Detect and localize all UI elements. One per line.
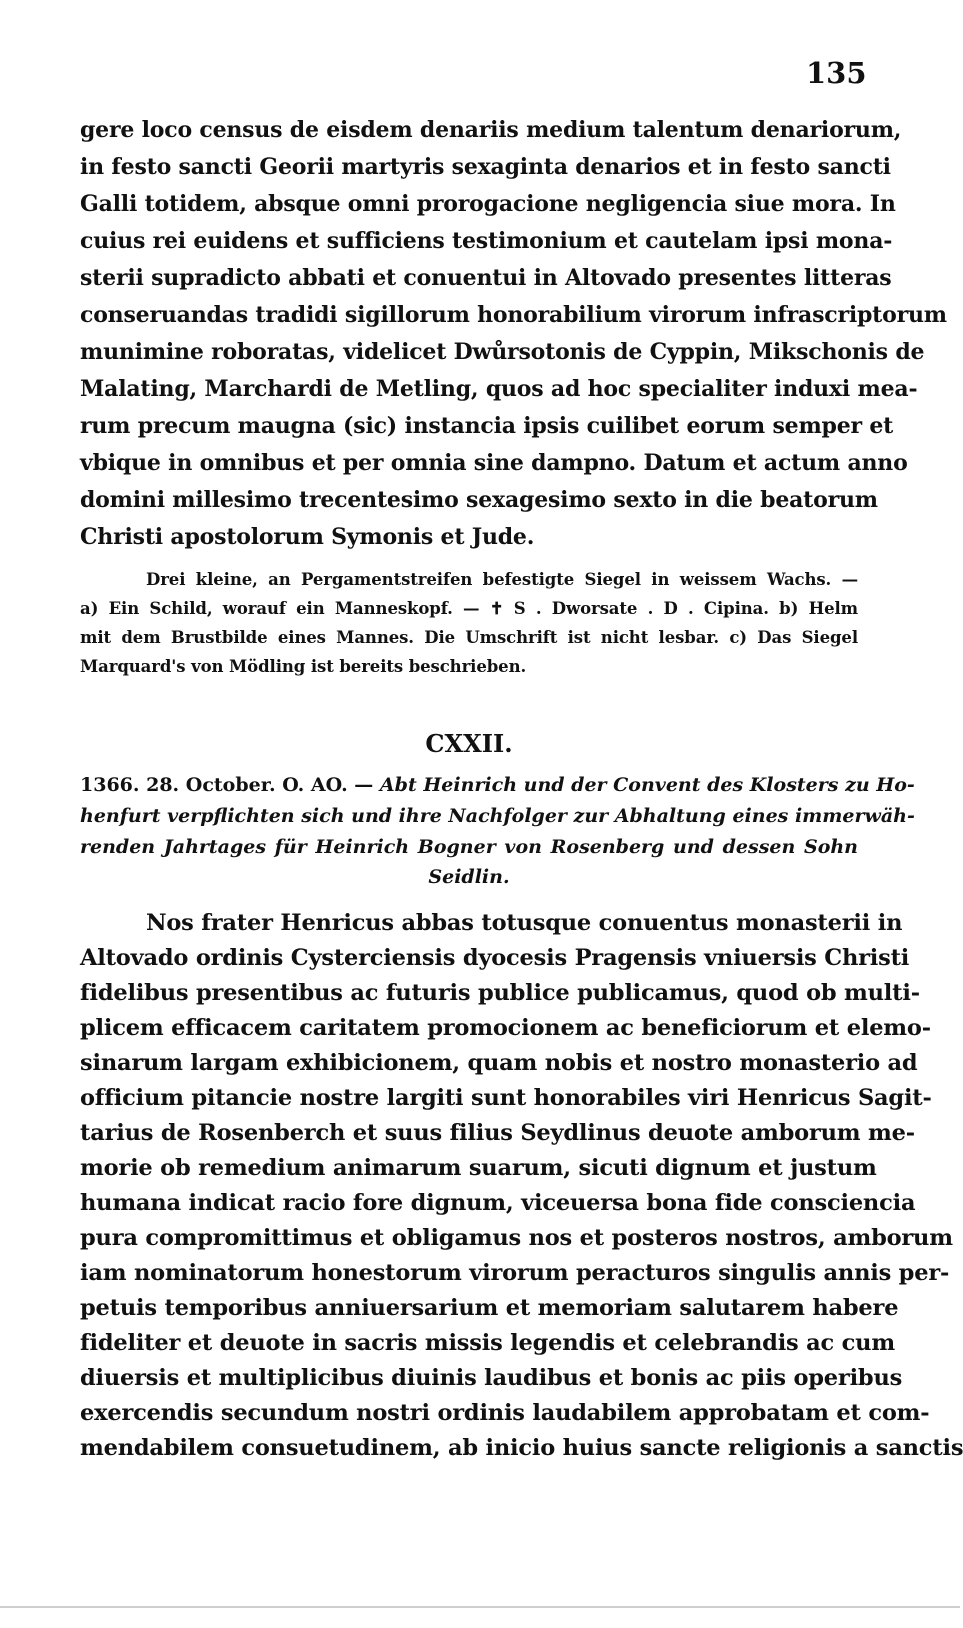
text-line: humana indicat racio fore dignum, viceuersa bona fide consciencia (80, 1190, 916, 1216)
text-line: morie ob remedium animarum suarum, sicuti dignum et justum (80, 1155, 877, 1181)
text-line: gere loco census de eisdem denariis medium talentum denariorum, (80, 117, 902, 143)
text-line: sterii supradicto abbati et conuentui in Altovado presentes litteras (80, 265, 892, 291)
text-line: sinarum largam exhibicionem, quam nobis et nostro monasterio ad (80, 1050, 918, 1076)
text-line: mendabilem consuetudinem, ab inicio huius sancte religionis a sanctis (80, 1435, 963, 1461)
regest-line: Seidlin. (428, 866, 510, 888)
text-line: officium pitancie nostre largiti sunt honorabiles viri Henricus Sagit- (80, 1085, 932, 1111)
text-line: cuius rei euidens et sufficiens testimonium et cautelam ipsi mona- (80, 228, 893, 254)
regest-line: renden Jahrtages für Heinrich Bogner von Rosenberg und dessen Sohn (80, 836, 858, 858)
text-line: munimine roboratas, videlicet Dwůrsotonis de Cyppin, Mikschonis de (80, 339, 925, 365)
text-line: Galli totidem, absque omni prorogacione negligencia siue mora. In (80, 191, 896, 217)
scan-bottom-rule (0, 1606, 960, 1608)
text-line: fidelibus presentibus ac futuris publice publicamus, quod ob multi- (80, 980, 920, 1006)
text-line: domini millesimo trecentesimo sexagesimo sexto in die beatorum (80, 487, 878, 513)
text-line: pura compromittimus et obligamus nos et posteros nostros, amborum (80, 1225, 953, 1251)
text-line: Nos frater Henricus abbas totusque conuentus monasterii in (146, 910, 903, 936)
text-line: iam nominatorum honestorum virorum peracturos singulis annis per- (80, 1260, 950, 1286)
text-line: conseruandas tradidi sigillorum honorabilium virorum infrascriptorum (80, 302, 947, 328)
text-line: petuis temporibus anniuersarium et memoriam salutarem habere (80, 1295, 899, 1321)
text-line: in festo sancti Georii martyris sexaginta denarios et in festo sancti (80, 154, 891, 180)
text-line: Altovado ordinis Cysterciensis dyocesis Pragensis vniuersis Christi (80, 945, 910, 971)
page-number: 135 (806, 56, 867, 90)
text-line: exercendis secundum nostri ordinis laudabilem approbatam et com- (80, 1400, 930, 1426)
document-number-heading: CXXII. (425, 729, 513, 758)
note-line: Drei kleine, an Pergamentstreifen befestigte Siegel in weissem Wachs. — (146, 570, 858, 589)
regest-line (80, 772, 915, 798)
note-line: mit dem Brustbilde eines Mannes. Die Umschrift ist nicht lesbar. c) Das Siegel (80, 628, 858, 647)
text-line: Christi apostolorum Symonis et Jude. (80, 524, 535, 550)
text-line: rum precum maugna (sic) instancia ipsis cuilibet eorum semper et (80, 413, 894, 439)
regest-text: Abt Heinrich und der Convent des Klosters zu Ho- (379, 774, 915, 796)
text-line: tarius de Rosenberch et suus filius Seydlinus deuote amborum me- (80, 1120, 915, 1146)
text-line: fideliter et deuote in sacris missis legendis et celebrandis ac cum (80, 1330, 895, 1356)
note-line: a) Ein Schild, worauf ein Manneskopf. — ✝ S . Dworsate . D . Cipina. b) Helm (80, 599, 858, 618)
regest-line: henfurt verpflichten sich und ihre Nachfolger zur Abhaltung eines immerwäh- (80, 805, 915, 827)
text-line: Malating, Marchardi de Metling, quos ad hoc specialiter induxi mea- (80, 376, 918, 402)
text-line: diuersis et multiplicibus diuinis laudibus et bonis ac piis operibus (80, 1365, 903, 1391)
note-line: Marquard's von Mödling ist bereits beschrieben. (80, 657, 527, 676)
text-line: vbique in omnibus et per omnia sine dampno. Datum et actum anno (80, 450, 908, 476)
text-line: plicem efficacem caritatem promocionem ac beneficiorum et elemo- (80, 1015, 931, 1041)
date-and-source: 1366. 28. October. O. AO. — (80, 774, 380, 796)
